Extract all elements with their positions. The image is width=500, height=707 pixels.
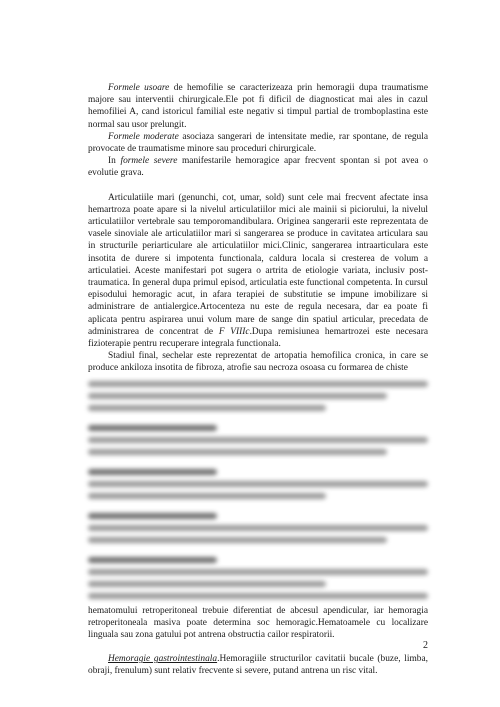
term-factor: F VIIIc: [218, 326, 250, 337]
joints-tail: .Dupa remisiunea hemartrozei este necesara fizioterapie pentru recuperare integrala functionala.: [88, 326, 428, 350]
paragraph-mild-forms: [88, 82, 428, 131]
gastrointestinal-text: .Hemoragiile structurilor cavitatii bucale (buze, limba, obraji, frenulum) sunt relativ frecvente si severe, putand antrena un risc vital.: [88, 654, 428, 677]
paragraph-retroperitoneal: [88, 605, 428, 642]
severe-forms-text: manifestarile hemoragice apar frecvent spontan si pot avea o evolutie grava.: [88, 156, 428, 179]
term-mild-forms: Formele usoare: [108, 83, 170, 93]
paragraph-joints: [88, 192, 428, 351]
paragraph-gastrointestinal: [88, 653, 428, 677]
paragraph-severe-forms: [88, 155, 428, 179]
blurred-content: [88, 381, 428, 599]
mild-forms-text: de hemofilie se caracterizeaza prin hemoragii dupa traumatisme majore sau interventii chirurgicale.Ele pot fi dificil de diagnosticat mai ales in cazul hemofiliei A, cand istoricul familial este negativ si timpul partial de tromboplastina este normal sau usor prelungit.: [88, 83, 428, 130]
paragraph-moderate-forms: [88, 131, 428, 155]
final-stage-text: Stadiul final, sechelar este reprezentat de artopatia hemofilica cronica, in care se produce ankiloza insotita de fibroza, atrofie sau necroza osoasa cu formarea de chiste: [88, 351, 428, 374]
paragraph-final-stage: [88, 350, 428, 374]
term-moderate-forms: Formele moderate: [108, 131, 179, 142]
retroperitoneal-text: hematomului retroperitoneal trebuie diferentiat de abcesul apendicular, iar hemoragia retroperitoneala masiva poate determina soc hemoragic.Hematoamele cu localizare linguala sau zona gatului pot antrena obstructia cailor respiratorii.: [88, 605, 428, 641]
moderate-forms-text: asociaza sangerari de intensitate medie, rar spontane, de regula provocate de traumatisme minore sau proceduri chirurgicale.: [88, 131, 429, 155]
joints-text: Articulatiile mari (genunchi, cot, umar, sold) sunt cele mai frecvent afectate insa hemartroza poate apare si la nivelul articulatiilor mici ale mainii si piciorului, la nivelul articulatiilor vertebrale sau temporomandibulara. Originea sangerarii este reprezentata de vasele sinoviale ale articulatiilor mari si sangerarea se produce in cavitatea articulara sau in structurile periarticulare ale articulatiilor mici.Clinic, sangerarea intraarticulara este insotita de durere si impotenta functionala, caldura locala si cresterea de volum a articulatiei. Aceste manifestari pot sugera o artrita de etiologie variata, inclusiv post-traumatica. In general dupa primul episod, articulatia este functional competenta. In cursul episodului hemoragic acut, in afara terapiei de substitutie se impune imobilizare si administrare de antialergice.Artocenteza nu este de regula necesara, dar ea poate fi aplicata pentru aspirarea unui volum mare de sange din spatiul articular, precedata de administrarea de concentrat de: [88, 192, 428, 337]
term-severe-forms: formele severe: [120, 156, 178, 167]
page-number: 2: [423, 640, 428, 651]
term-gastrointestinal: Hemoragie gastrointestinala: [108, 654, 218, 665]
severe-forms-prefix: In: [108, 156, 121, 167]
